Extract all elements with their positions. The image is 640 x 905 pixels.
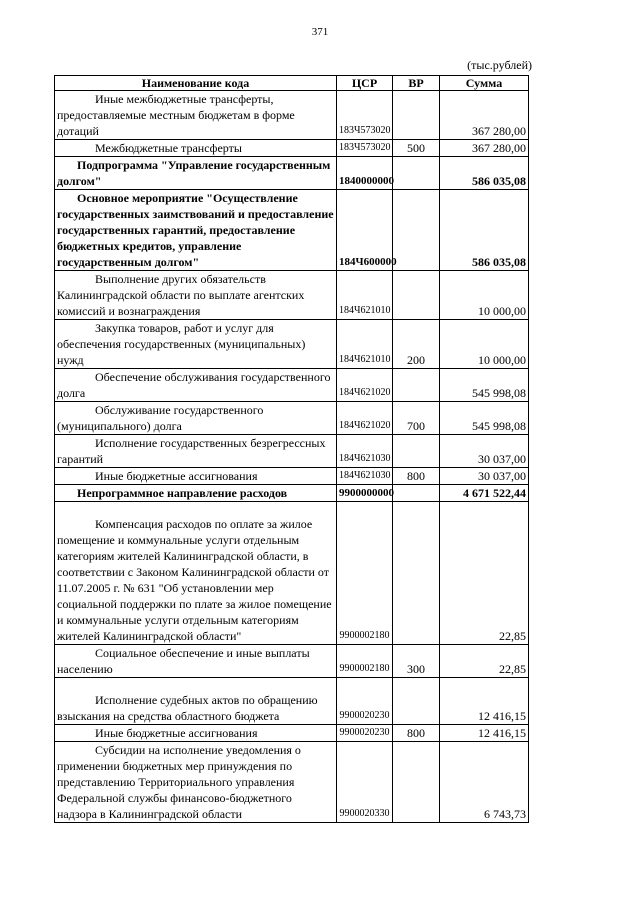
row-sum: 367 280,00 xyxy=(440,140,529,157)
header-vr: ВР xyxy=(393,76,440,91)
table-row xyxy=(55,369,529,402)
row-csr: 184Ч621010 xyxy=(337,271,393,320)
row-sum: 10 000,00 xyxy=(440,271,529,320)
header-name: Наименование кода xyxy=(55,76,337,91)
row-csr: 184Ч621030 xyxy=(337,435,393,468)
row-name: Исполнение государственных безрегрессных гарантий xyxy=(55,435,337,468)
row-sum: 545 998,08 xyxy=(440,369,529,402)
row-vr: 800 xyxy=(393,725,440,742)
row-name: Иные бюджетные ассигнования xyxy=(55,725,337,742)
row-vr xyxy=(393,157,440,190)
header-sum: Сумма xyxy=(440,76,529,91)
row-sum: 22,85 xyxy=(440,502,529,645)
row-sum: 586 035,08 xyxy=(440,157,529,190)
row-vr xyxy=(393,91,440,140)
row-name: Иные бюджетные ассигнования xyxy=(55,468,337,485)
row-name: Обеспечение обслуживания государственного долга xyxy=(55,369,337,402)
row-csr: 184Ч621020 xyxy=(337,369,393,402)
row-csr: 9900000000 xyxy=(337,485,393,502)
table-row xyxy=(55,645,529,678)
row-vr xyxy=(393,271,440,320)
header-csr: ЦСР xyxy=(337,76,393,91)
row-sum: 586 035,08 xyxy=(440,190,529,271)
row-name: Подпрограмма "Управление государственным долгом" xyxy=(55,157,337,190)
row-csr: 9900020230 xyxy=(337,725,393,742)
row-name: Закупка товаров, работ и услуг для обеспечения государственных (муниципальных) нужд xyxy=(55,320,337,369)
table-row xyxy=(55,320,529,369)
table-row xyxy=(55,271,529,320)
units-label: (тыс.рублей) xyxy=(467,58,532,72)
table-header-row xyxy=(55,76,529,91)
table-row xyxy=(55,502,529,645)
row-name: Непрограммное направление расходов xyxy=(55,485,337,502)
row-sum: 367 280,00 xyxy=(440,91,529,140)
row-name: Исполнение судебных актов по обращению взыскания на средства областного бюджета xyxy=(55,678,337,725)
row-vr xyxy=(393,678,440,725)
table-row xyxy=(55,140,529,157)
row-csr: 9900002180 xyxy=(337,645,393,678)
table-row xyxy=(55,435,529,468)
row-sum: 545 998,08 xyxy=(440,402,529,435)
budget-table xyxy=(54,75,529,823)
row-csr: 9900020330 xyxy=(337,742,393,823)
row-csr: 183Ч573020 xyxy=(337,140,393,157)
table-row xyxy=(55,402,529,435)
row-name: Выполнение других обязательств Калининградской области по выплате агентских комиссий и вознаграждения xyxy=(55,271,337,320)
row-sum: 10 000,00 xyxy=(440,320,529,369)
row-csr: 184Ч621020 xyxy=(337,402,393,435)
table-row xyxy=(55,742,529,823)
row-sum: 22,85 xyxy=(440,645,529,678)
row-sum: 6 743,73 xyxy=(440,742,529,823)
table-row xyxy=(55,190,529,271)
row-vr: 300 xyxy=(393,645,440,678)
row-sum: 4 671 522,44 xyxy=(440,485,529,502)
table-row xyxy=(55,725,529,742)
row-sum: 30 037,00 xyxy=(440,468,529,485)
row-vr: 700 xyxy=(393,402,440,435)
row-name: Субсидии на исполнение уведомления о применении бюджетных мер принуждения по представлению Территориального управления Федеральной службы финансово-бюджетного надзора в Калининградской области xyxy=(55,742,337,823)
table-row xyxy=(55,468,529,485)
table-body xyxy=(55,91,529,823)
row-name: Обслуживание государственного (муниципального) долга xyxy=(55,402,337,435)
row-vr xyxy=(393,485,440,502)
row-vr xyxy=(393,369,440,402)
row-vr: 800 xyxy=(393,468,440,485)
row-csr: 184Ч621010 xyxy=(337,320,393,369)
row-name: Иные межбюджетные трансферты, предоставляемые местным бюджетам в форме дотаций xyxy=(55,91,337,140)
row-csr: 184Ч600000 xyxy=(337,190,393,271)
row-csr: 1840000000 xyxy=(337,157,393,190)
table-row xyxy=(55,157,529,190)
row-name: Социальное обеспечение и иные выплаты населению xyxy=(55,645,337,678)
row-vr xyxy=(393,435,440,468)
row-csr: 9900002180 xyxy=(337,502,393,645)
row-csr: 183Ч573020 xyxy=(337,91,393,140)
row-vr xyxy=(393,742,440,823)
row-sum: 12 416,15 xyxy=(440,725,529,742)
row-vr: 500 xyxy=(393,140,440,157)
row-name: Межбюджетные трансферты xyxy=(55,140,337,157)
row-csr: 184Ч621030 xyxy=(337,468,393,485)
row-vr: 200 xyxy=(393,320,440,369)
table-row xyxy=(55,485,529,502)
row-vr xyxy=(393,190,440,271)
table-row xyxy=(55,678,529,725)
row-name: Основное мероприятие "Осуществление государственных заимствований и предоставление государственных гарантий, предоставление бюджетных кредитов, управление государственным долгом" xyxy=(55,190,337,271)
row-sum: 12 416,15 xyxy=(440,678,529,725)
row-vr xyxy=(393,502,440,645)
page-number: 371 xyxy=(311,26,329,38)
row-csr: 9900020230 xyxy=(337,678,393,725)
table-row xyxy=(55,91,529,140)
row-sum: 30 037,00 xyxy=(440,435,529,468)
row-name: Компенсация расходов по оплате за жилое помещение и коммунальные услуги отдельным категориям жителей Калининградской области, в соответствии с Законом Калининградской области от 11.07.2005 г. № 631 "Об установлении мер социальной поддержки по плате за жилое помещение и коммунальные услуги отдельным категориям жителей Калининградской области" xyxy=(55,502,337,645)
